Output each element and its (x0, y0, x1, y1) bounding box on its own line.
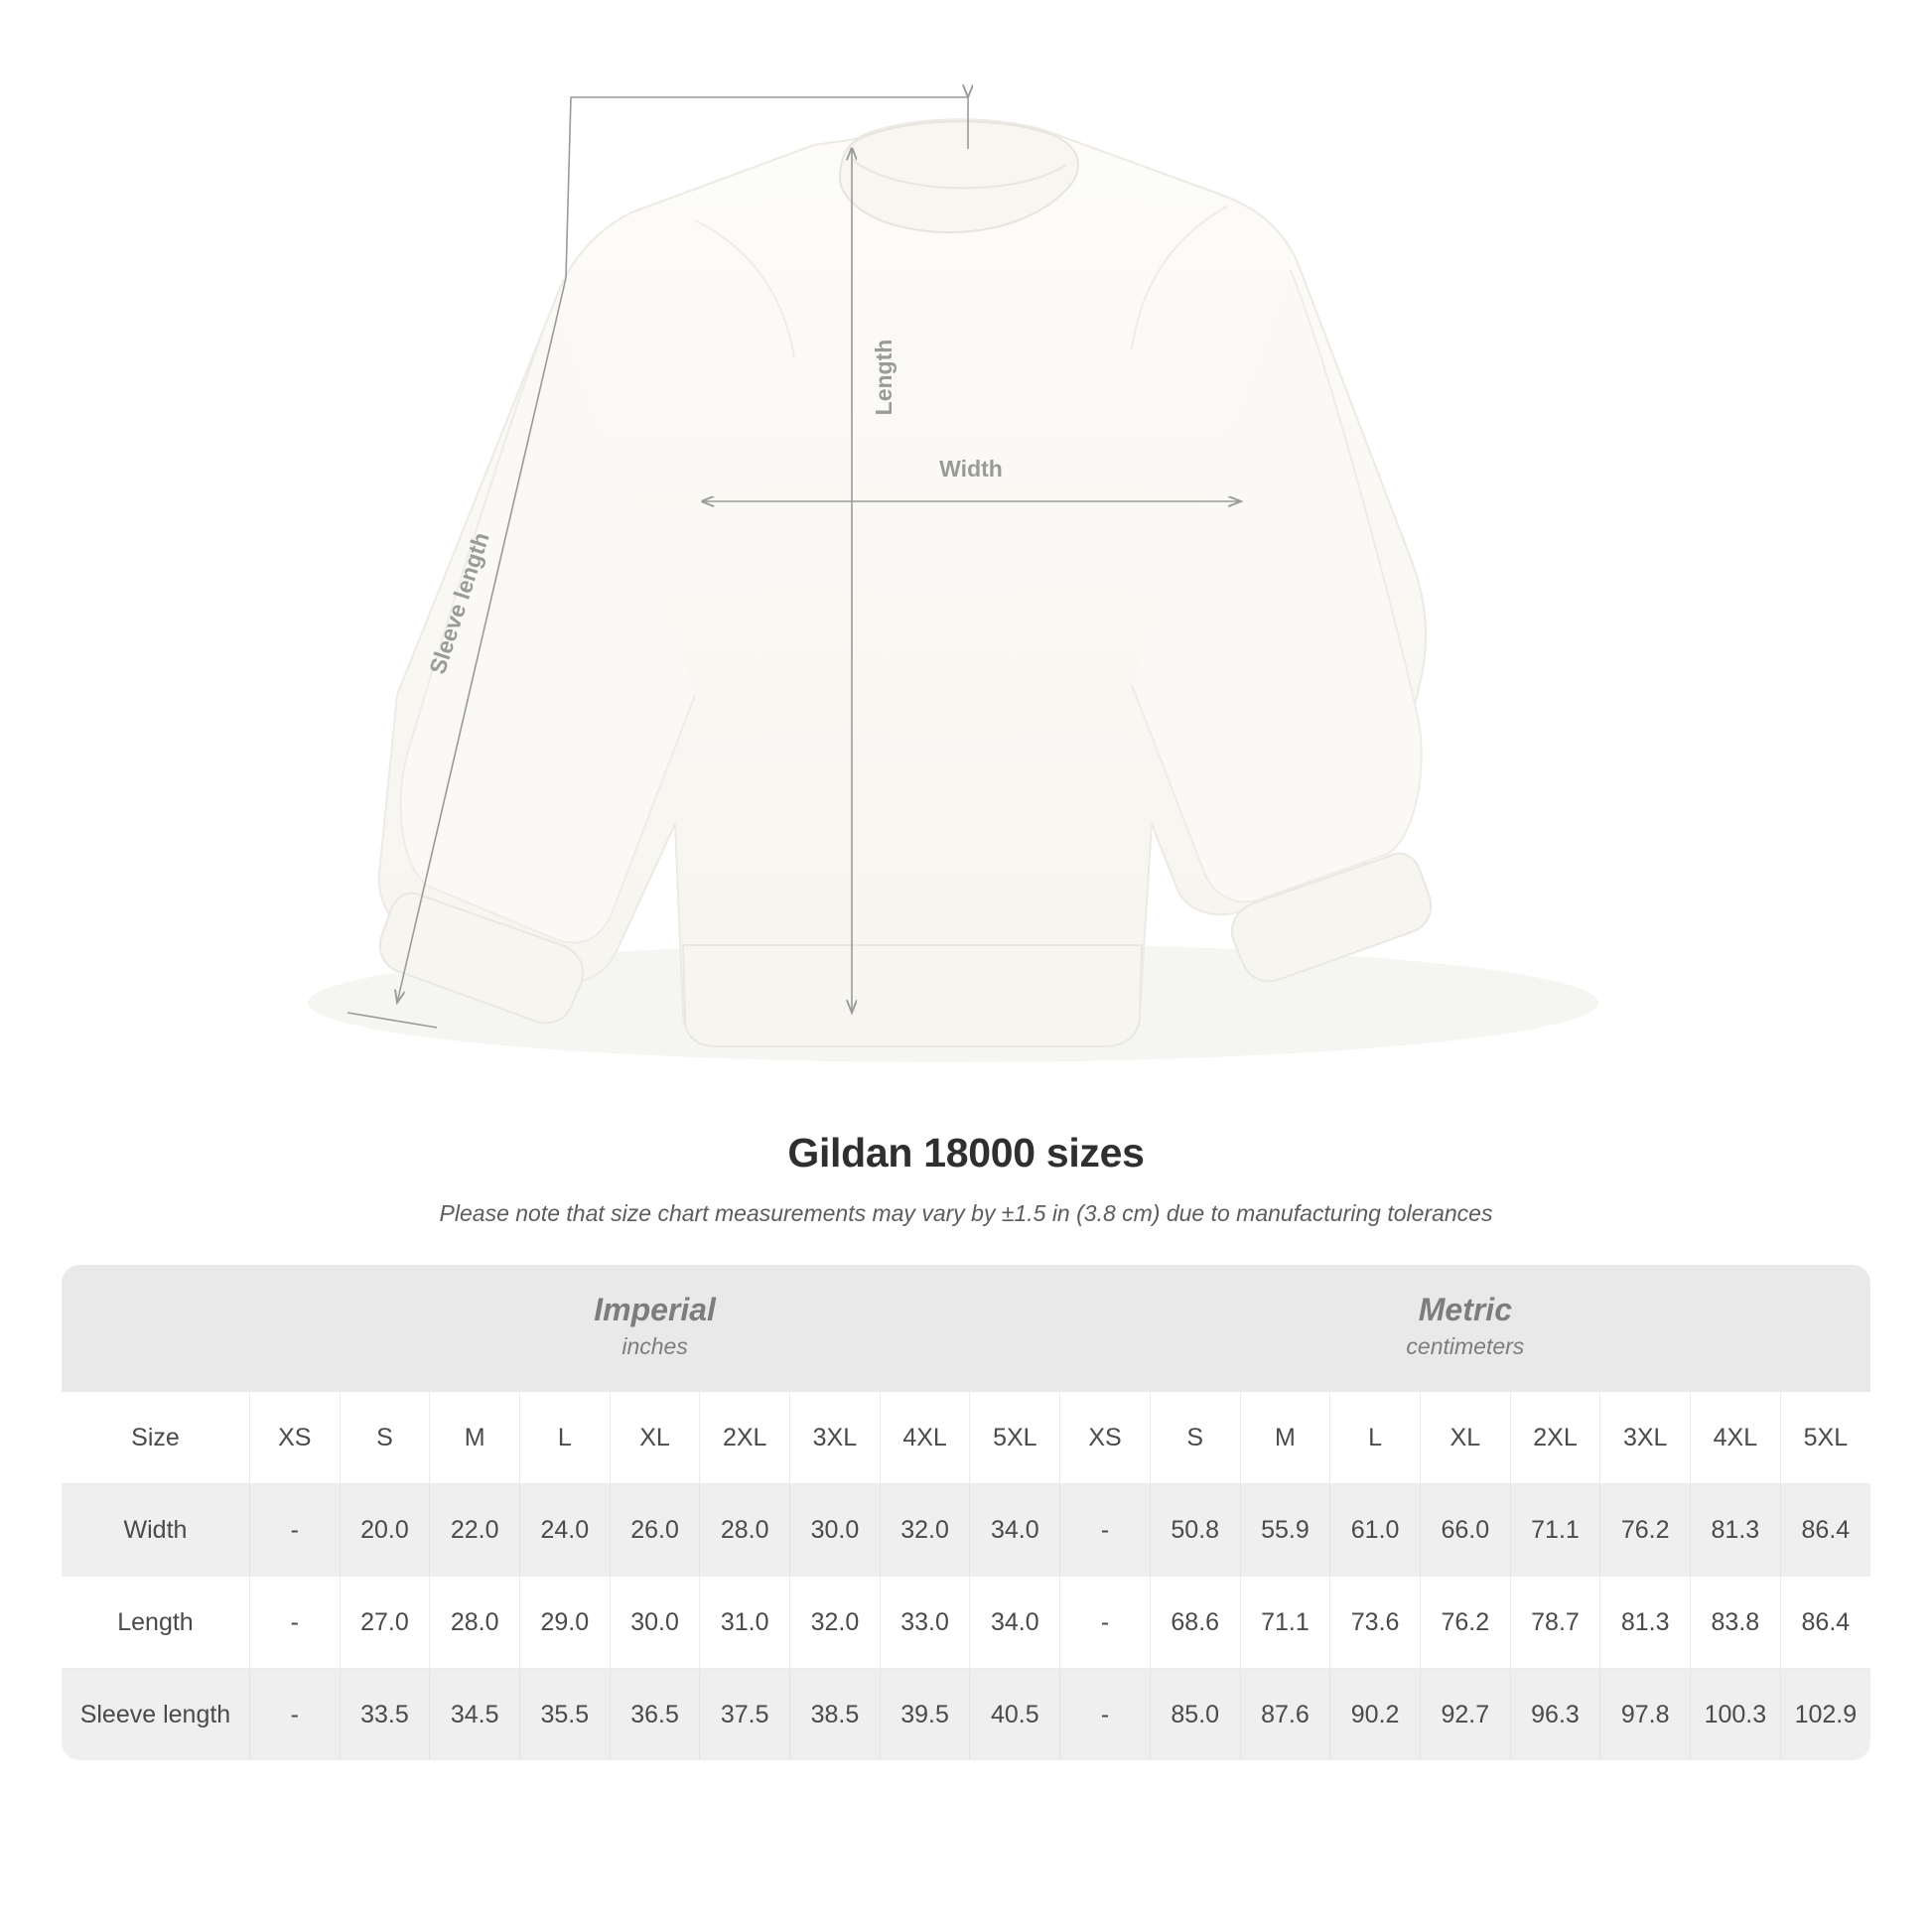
cell-length-imperial-2xl: 31.0 (700, 1577, 790, 1669)
col-header-metric-5xl: 5XL (1780, 1392, 1870, 1484)
col-header-metric-xs: XS (1060, 1392, 1151, 1484)
col-header-imperial-3xl: 3XL (790, 1392, 881, 1484)
cell-sleeve-imperial-5xl: 40.5 (970, 1669, 1060, 1761)
page-title: Gildan 18000 sizes (787, 1130, 1145, 1175)
cell-width-imperial-4xl: 32.0 (880, 1484, 970, 1577)
cell-length-metric-5xl: 86.4 (1780, 1577, 1870, 1669)
cell-sleeve-metric-xs: - (1060, 1669, 1151, 1761)
col-header-imperial-m: M (430, 1392, 520, 1484)
cell-length-metric-xl: 76.2 (1420, 1577, 1510, 1669)
cell-length-imperial-m: 28.0 (430, 1577, 520, 1669)
cell-width-imperial-2xl: 28.0 (700, 1484, 790, 1577)
cell-sleeve-imperial-s: 33.5 (340, 1669, 430, 1761)
chart-heading-block (0, 1130, 1932, 1227)
col-header-metric-xl: XL (1420, 1392, 1510, 1484)
cell-width-imperial-5xl: 34.0 (970, 1484, 1060, 1577)
cell-length-imperial-xl: 30.0 (610, 1577, 700, 1669)
row-label-length: Length (62, 1577, 249, 1669)
row-label-width: Width (62, 1484, 249, 1577)
cell-width-imperial-m: 22.0 (430, 1484, 520, 1577)
cell-width-metric-m: 55.9 (1240, 1484, 1330, 1577)
cell-sleeve-metric-3xl: 97.8 (1600, 1669, 1691, 1761)
cell-length-imperial-s: 27.0 (340, 1577, 430, 1669)
cell-width-metric-xs: - (1060, 1484, 1151, 1577)
cell-width-metric-xl: 66.0 (1420, 1484, 1510, 1577)
cell-length-metric-xs: - (1060, 1577, 1151, 1669)
cell-length-metric-s: 68.6 (1150, 1577, 1240, 1669)
sweatshirt-shape (379, 119, 1431, 1046)
cell-length-imperial-4xl: 33.0 (880, 1577, 970, 1669)
row-label-sleeve-length: Sleeve length (62, 1669, 249, 1761)
cell-sleeve-imperial-l: 35.5 (520, 1669, 611, 1761)
cell-sleeve-metric-s: 85.0 (1150, 1669, 1240, 1761)
cell-width-metric-5xl: 86.4 (1780, 1484, 1870, 1577)
col-header-metric-m: M (1240, 1392, 1330, 1484)
unit-corner-cell (62, 1265, 249, 1392)
cell-sleeve-imperial-4xl: 39.5 (880, 1669, 970, 1761)
cell-sleeve-imperial-m: 34.5 (430, 1669, 520, 1761)
unit-group-metric (1060, 1265, 1870, 1392)
table-row-length (62, 1577, 1870, 1669)
sleeve-length-label: Sleeve length (424, 528, 494, 678)
col-header-metric-2xl: 2XL (1510, 1392, 1600, 1484)
cell-sleeve-metric-5xl: 102.9 (1780, 1669, 1870, 1761)
cell-sleeve-imperial-xl: 36.5 (610, 1669, 700, 1761)
cell-width-imperial-l: 24.0 (520, 1484, 611, 1577)
cell-length-imperial-xs: - (249, 1577, 340, 1669)
table-row-width (62, 1484, 1870, 1577)
cell-sleeve-metric-xl: 92.7 (1420, 1669, 1510, 1761)
tolerance-note: Please note that size chart measurements may vary by ±1.5 in (3.8 cm) due to manufacturing tolerances (439, 1200, 1493, 1226)
cell-length-imperial-l: 29.0 (520, 1577, 611, 1669)
unit-imperial-sub: inches (621, 1333, 688, 1359)
cell-width-imperial-xl: 26.0 (610, 1484, 700, 1577)
col-header-metric-3xl: 3XL (1600, 1392, 1691, 1484)
size-header-row (62, 1392, 1870, 1484)
cell-width-imperial-s: 20.0 (340, 1484, 430, 1577)
unit-metric-sub: centimeters (1406, 1333, 1525, 1359)
unit-header-row (62, 1265, 1870, 1392)
length-label: Length (871, 339, 897, 416)
col-header-imperial-2xl: 2XL (700, 1392, 790, 1484)
cell-length-metric-4xl: 83.8 (1691, 1577, 1781, 1669)
col-header-imperial-xl: XL (610, 1392, 700, 1484)
cell-sleeve-metric-2xl: 96.3 (1510, 1669, 1600, 1761)
cell-width-metric-s: 50.8 (1150, 1484, 1240, 1577)
cell-width-imperial-3xl: 30.0 (790, 1484, 881, 1577)
col-header-metric-s: S (1150, 1392, 1240, 1484)
unit-imperial-title: Imperial (594, 1292, 716, 1328)
col-header-imperial-s: S (340, 1392, 430, 1484)
unit-metric-title: Metric (1418, 1292, 1512, 1328)
cell-width-imperial-xs: - (249, 1484, 340, 1577)
cell-length-metric-l: 73.6 (1330, 1577, 1421, 1669)
unit-group-imperial (249, 1265, 1059, 1392)
cell-sleeve-imperial-3xl: 38.5 (790, 1669, 881, 1761)
col-header-metric-4xl: 4XL (1691, 1392, 1781, 1484)
cell-width-metric-3xl: 76.2 (1600, 1484, 1691, 1577)
col-header-metric-l: L (1330, 1392, 1421, 1484)
cell-sleeve-metric-m: 87.6 (1240, 1669, 1330, 1761)
col-header-imperial-xs: XS (249, 1392, 340, 1484)
table-row-sleeve-length (62, 1669, 1870, 1761)
col-header-imperial-5xl: 5XL (970, 1392, 1060, 1484)
cell-length-metric-m: 71.1 (1240, 1577, 1330, 1669)
size-table (62, 1265, 1870, 1760)
cell-length-metric-2xl: 78.7 (1510, 1577, 1600, 1669)
col-header-imperial-l: L (520, 1392, 611, 1484)
size-header-label: Size (62, 1392, 249, 1484)
cell-sleeve-metric-l: 90.2 (1330, 1669, 1421, 1761)
size-table-wrapper (62, 1265, 1870, 1760)
cell-sleeve-metric-4xl: 100.3 (1691, 1669, 1781, 1761)
cell-length-imperial-3xl: 32.0 (790, 1577, 881, 1669)
cell-width-metric-l: 61.0 (1330, 1484, 1421, 1577)
cell-width-metric-4xl: 81.3 (1691, 1484, 1781, 1577)
cell-length-metric-3xl: 81.3 (1600, 1577, 1691, 1669)
cell-sleeve-imperial-2xl: 37.5 (700, 1669, 790, 1761)
width-label: Width (939, 456, 1003, 482)
col-header-imperial-4xl: 4XL (880, 1392, 970, 1484)
cell-width-metric-2xl: 71.1 (1510, 1484, 1600, 1577)
cell-sleeve-imperial-xs: - (249, 1669, 340, 1761)
cell-length-imperial-5xl: 34.0 (970, 1577, 1060, 1669)
